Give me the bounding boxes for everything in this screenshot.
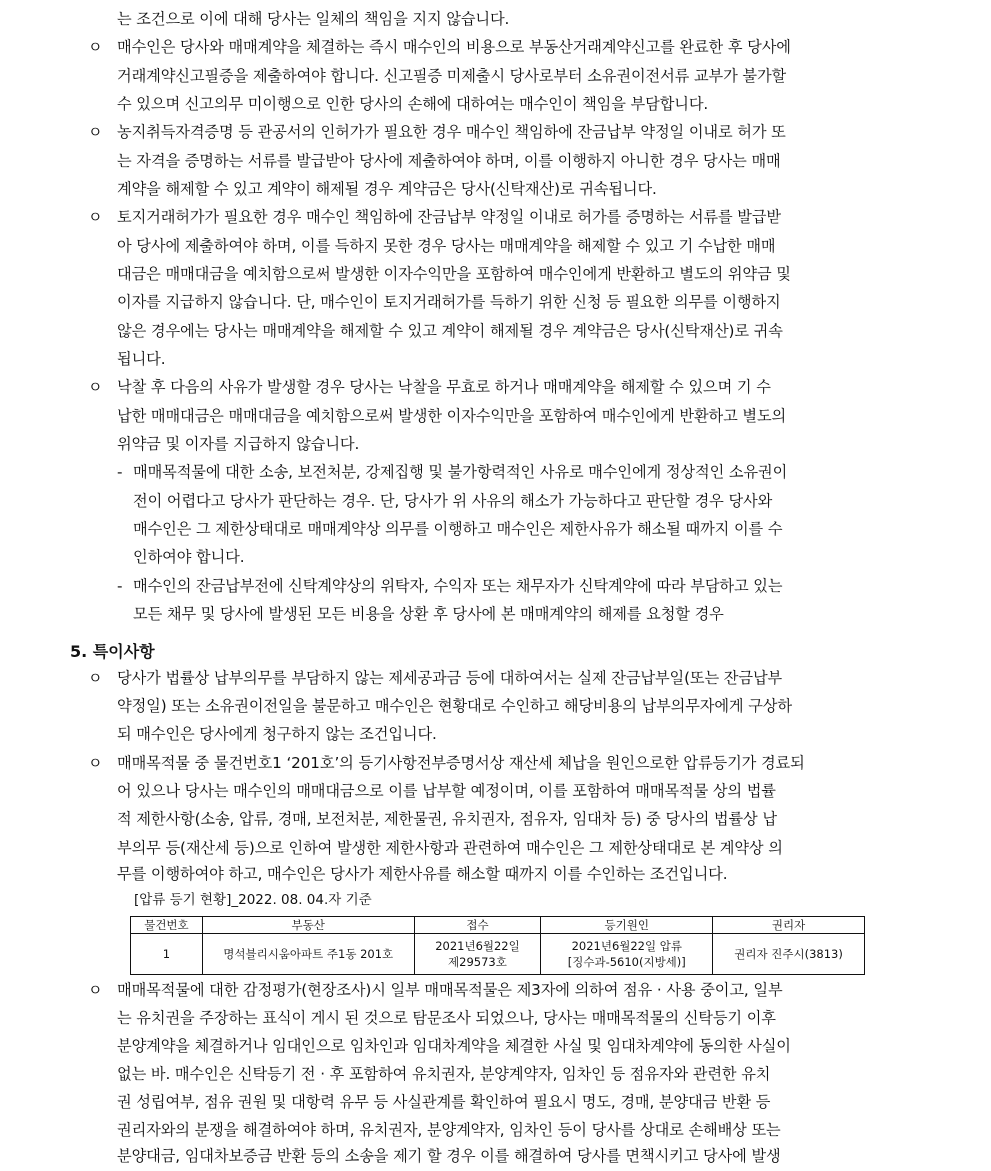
column-header: 부동산	[202, 917, 414, 934]
paragraph-line: 약정일) 또는 소유권이전일을 불문하고 매수인은 현황대로 수인하고 해당비용의 납부의무자에게 구상하	[117, 697, 792, 715]
paragraph-line: 분양대금, 임대차보증금 반환 등의 소송을 제기 할 경우 이를 해결하여 당사를 면책시키고 당사에 발생	[117, 1147, 781, 1165]
paragraph-line: 계약을 해제할 수 있고 계약이 해제될 경우 계약금은 당사(신탁재산)로 귀속됩니다.	[117, 180, 657, 198]
paragraph-line: 무를 이행하여야 하고, 매수인은 당사가 제한사유를 해소할 때까지 이를 수인하는 조건입니다.	[117, 865, 728, 883]
dash-marker: -	[117, 463, 123, 481]
paragraph-line: 농지취득자격증명 등 관공서의 인허가가 필요한 경우 매수인 책임하에 잔금납부 약정일 이내로 허가 또	[117, 123, 786, 141]
bullet-marker: ㅇ	[88, 378, 103, 396]
paragraph-line: 낙찰 후 다음의 사유가 발생할 경우 당사는 낙찰을 무효로 하거나 매매계약을 해제할 수 있으며 기 수	[117, 378, 771, 396]
paragraph-line: 는 자격을 증명하는 서류를 발급받아 당사에 제출하여야 하며, 이를 이행하지 아니한 경우 당사는 매매	[117, 152, 781, 170]
receipt-number: 제29573호	[448, 955, 507, 969]
paragraph-line: 대금은 매매대금을 예치함으로써 발생한 이자수익만을 포함하여 매수인에게 반환하고 별도의 위약금 및	[117, 265, 791, 283]
paragraph-line: 납한 매매대금은 매매대금을 예치함으로써 발생한 이자수익만을 포함하여 매수인에게 반환하고 별도의	[117, 407, 787, 425]
paragraph-line: 없는 바. 매수인은 신탁등기 전 · 후 포함하여 유치권자, 분양계약자, 임차인 등 점유자와 관련한 유치	[117, 1065, 771, 1083]
paragraph-line: 거래계약신고필증을 제출하여야 합니다. 신고필증 미제출시 당사로부터 소유권이전서류 교부가 불가할	[117, 67, 787, 85]
paragraph-line: 인하여야 합니다.	[133, 548, 245, 566]
column-header: 등기원인	[541, 917, 713, 934]
paragraph-line: 매수인은 당사와 매매계약을 체결하는 즉시 매수인의 비용으로 부동산거래계약신고를 완료한 후 당사에	[117, 38, 791, 56]
paragraph-line: 모든 채무 및 당사에 발생된 모든 비용을 상환 후 당사에 본 매매계약의 해제를 요청할 경우	[133, 605, 724, 623]
bullet-marker: ㅇ	[88, 208, 103, 226]
paragraph-line: 이자를 지급하지 않습니다. 단, 매수인이 토지거래허가를 득하기 위한 신청 등 필요한 의무를 이행하지	[117, 293, 781, 311]
right-holder-cell: 권리자 진주시(3813)	[713, 934, 865, 975]
paragraph-line: 는 유치권을 주장하는 표식이 게시 된 것으로 탐문조사 되었으나, 당사는 매매목적물의 신탁등기 이후	[117, 1009, 776, 1027]
item-number-cell: 1	[131, 934, 203, 975]
paragraph-line: 됩니다.	[117, 350, 166, 368]
dash-marker: -	[117, 577, 123, 595]
paragraph-line: 매매목적물에 대한 감정평가(현장조사)시 일부 매매목적물은 제3자에 의하여 점유 · 사용 중이고, 일부	[117, 981, 783, 999]
column-header: 접수	[414, 917, 541, 934]
paragraph-line: 않은 경우에는 당사는 매매계약을 해제할 수 있고 계약이 해제될 경우 계약금은 당사(신탁재산)로 귀속	[117, 322, 783, 340]
paragraph-line: 되 매수인은 당사에게 청구하지 않는 조건입니다.	[117, 725, 437, 743]
receipt-cell	[414, 934, 541, 975]
paragraph-line: 어 있으나 당사는 매수인의 매매대금으로 이를 납부할 예정이며, 이를 포함하여 매매목적물 상의 법률	[117, 782, 776, 800]
paragraph-line: 전이 어렵다고 당사가 판단하는 경우. 단, 당사가 위 사유의 해소가 가능하다고 판단할 경우 당사와	[133, 492, 773, 510]
paragraph-line: 매수인의 잔금납부전에 신탁계약상의 위탁자, 수익자 또는 채무자가 신탁계약에 따라 부담하고 있는	[133, 577, 783, 595]
bullet-marker: ㅇ	[88, 669, 103, 687]
paragraph-line: 권리자와의 분쟁을 해결하여야 하며, 유치권자, 분양계약자, 임차인 등이 당사를 상대로 손해배상 또는	[117, 1121, 781, 1139]
bullet-marker: ㅇ	[88, 123, 103, 141]
paragraph-line: 위약금 및 이자를 지급하지 않습니다.	[117, 435, 360, 453]
paragraph-line: 는 조건으로 이에 대해 당사는 일체의 책임을 지지 않습니다.	[117, 10, 510, 28]
section-title: 5. 특이사항	[70, 642, 155, 661]
bullet-marker: ㅇ	[88, 981, 103, 999]
cause-line: 2021년6월22일 압류	[571, 939, 682, 953]
column-header: 물건번호	[131, 917, 203, 934]
paragraph-line: 아 당사에 제출하여야 하며, 이를 득하지 못한 경우 당사는 매매계약을 해제할 수 있고 기 수납한 매매	[117, 237, 776, 255]
paragraph-line: 분양계약을 체결하거나 임대인으로 임차인과 임대차계약을 체결한 사실 및 임대차계약에 동의한 사실이	[117, 1037, 791, 1055]
paragraph-line: 매매목적물에 대한 소송, 보전처분, 강제집행 및 불가항력적인 사유로 매수인에게 정상적인 소유권이	[133, 463, 788, 481]
column-header: 권리자	[713, 917, 865, 934]
table-row	[131, 934, 865, 975]
paragraph-line: 부의무 등(재산세 등)으로 인하여 발생한 제한사항과 관련하여 매수인은 그 제한상태대로 본 계약상 의	[117, 839, 783, 857]
paragraph-line: 적 제한사항(소송, 압류, 경매, 보전처분, 제한물권, 유치권자, 점유자, 임대차 등) 중 당사의 법률상 납	[117, 810, 777, 828]
seizure-registration-table	[130, 916, 865, 975]
cause-line: [징수과-5610(지방세)]	[567, 955, 686, 969]
table-header-row	[131, 917, 865, 934]
bullet-marker: ㅇ	[88, 38, 103, 56]
paragraph-line: 토지거래허가가 필요한 경우 매수인 책임하에 잔금납부 약정일 이내로 허가를 증명하는 서류를 발급받	[117, 208, 781, 226]
registration-cause-cell	[541, 934, 713, 975]
paragraph-line: 권 성립여부, 점유 권원 및 대항력 유무 등 사실관계를 확인하여 필요시 명도, 경매, 분양대금 반환 등	[117, 1093, 771, 1111]
paragraph-line: 수 있으며 신고의무 미이행으로 인한 당사의 손해에 대하여는 매수인이 책임을 부담합니다.	[117, 95, 709, 113]
paragraph-line: 매수인은 그 제한상태대로 매매계약상 의무를 이행하고 매수인은 제한사유가 해소될 때까지 이를 수	[133, 520, 783, 538]
receipt-date: 2021년6월22일	[435, 939, 520, 953]
paragraph-line: 매매목적물 중 물건번호1 ‘201호’의 등기사항전부증명서상 재산세 체납을 원인으로한 압류등기가 경료되	[117, 754, 805, 772]
paragraph-line: 당사가 법률상 납부의무를 부담하지 않는 제세공과금 등에 대하여서는 실제 잔금납부일(또는 잔금납부	[117, 669, 783, 687]
property-cell: 명석블리시움아파트 주1동 201호	[202, 934, 414, 975]
bullet-marker: ㅇ	[88, 754, 103, 772]
table-caption: [압류 등기 현황]_2022. 08. 04.자 기준	[134, 892, 372, 908]
